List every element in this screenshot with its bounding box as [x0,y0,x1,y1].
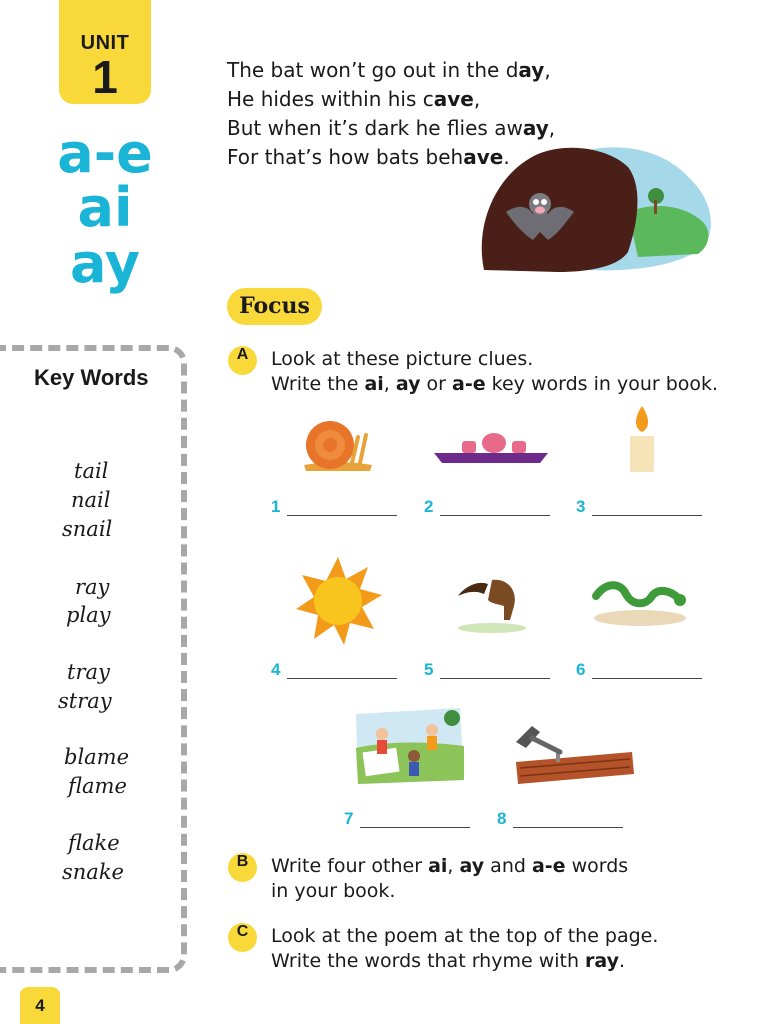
answer-blank[interactable]: 2 [424,497,554,521]
key-words-title: Key Words [34,365,149,390]
unit-number: 1 [92,51,118,103]
key-word: tray [67,660,110,684]
poem-line: The bat won’t go out in the day, [227,58,551,82]
bat-cave-picture [478,142,718,277]
task-a-badge: A [228,346,257,375]
sound-heading-a-e: a-e [57,122,153,185]
task-a-text: Look at these picture clues. Write the ai, ay or a-e key words in your book. [271,348,719,395]
poem-line: But when it’s dark he flies away, [227,116,556,140]
poem-line: For that’s how bats behave. [227,145,510,169]
candle-picture [624,404,660,474]
answer-blank[interactable]: 4 [271,660,401,684]
key-word: flame [68,774,127,798]
answer-blank[interactable]: 5 [424,660,554,684]
task-b-text: Write four other ai, ay and a-e words in your book. [271,855,629,902]
task-b-badge: B [228,853,257,882]
key-word: ray [75,575,110,599]
answer-blank[interactable]: 1 [271,497,401,521]
task-c-text: Look at the poem at the top of the page. Write the words that rhyme with ray. [271,925,659,972]
sound-heading-ai: ai [77,176,133,239]
key-word: snail [62,517,113,541]
tail-picture [452,570,532,634]
key-word: flake [68,831,120,855]
unit-tab [59,0,151,104]
hammer-nail-picture [512,722,636,786]
snake-picture [590,578,690,628]
poem-line: He hides within his cave, [227,87,481,111]
key-word: play [66,603,111,627]
answer-blank[interactable]: 7 [344,809,474,833]
key-word: tail [74,459,109,483]
unit-label: UNIT [80,32,130,54]
sun-picture [292,555,384,647]
key-word: blame [64,745,130,769]
key-word: stray [58,689,112,713]
page-number: 4 [20,987,60,1024]
tea-tray-picture [432,427,550,467]
focus-label: Focus [227,288,322,325]
key-word: nail [71,488,111,512]
key-word: snake [62,860,124,884]
sound-heading-ay: ay [70,232,140,295]
answer-blank[interactable]: 8 [497,809,627,833]
snail-picture [300,415,376,473]
task-c-badge: C [228,923,257,952]
children-playing-picture [352,706,466,786]
answer-blank[interactable]: 6 [576,660,706,684]
answer-blank[interactable]: 3 [576,497,706,521]
